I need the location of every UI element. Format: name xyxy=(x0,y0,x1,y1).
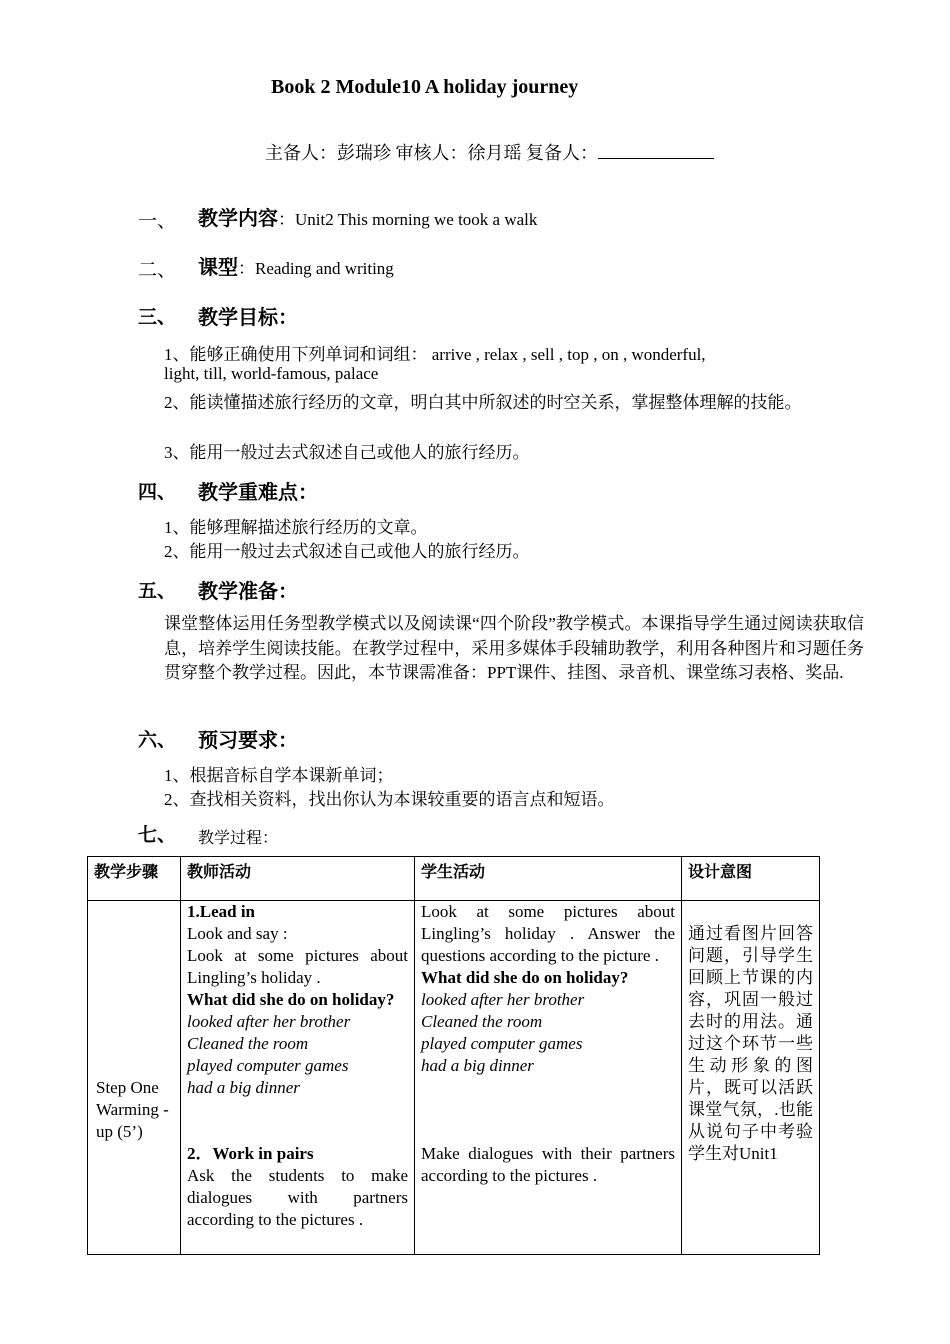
section-6-number: 六、 xyxy=(138,730,177,751)
goal-item-1: 1、能够正确使用下列单词和词组： arrive , relax , sell , top , on , wonderful, xyxy=(164,345,706,364)
section-5-label: 教学准备： xyxy=(198,581,298,603)
section-2-heading xyxy=(198,251,394,280)
section-1-value: ：Unit2 This morning we took a walk xyxy=(278,210,538,229)
key-point-1: 1、能够理解描述旅行经历的文章。 xyxy=(164,518,428,537)
intent-cell xyxy=(682,901,820,1255)
section-3-label: 教学目标： xyxy=(198,307,298,329)
teacher-answer-2: Cleaned the room xyxy=(187,1034,309,1053)
student-answer-3: played computer games xyxy=(421,1034,583,1053)
teacher-answer-3: played computer games xyxy=(187,1056,349,1075)
preparation-paragraph: 课堂整体运用任务型教学模式以及阅读课“四个阶段”教学模式。本课指导学生通过阅读获取信息，培养学生阅读技能。在教学过程中，采用多媒体手段辅助教学，利用各种图片和习题任务贯穿整个教学过程。因此，本节课需准备：PPT课件、挂图、录音机、课堂练习表格、奖品. xyxy=(164,614,864,682)
student-dialogues: Make dialogues with their partners according to the pictures . xyxy=(421,1144,675,1185)
preparers-line xyxy=(265,139,714,165)
section-5-number: 五、 xyxy=(138,581,177,602)
student-look-answer: Look at some pictures about Lingling’s holiday . Answer the questions according to the picture . xyxy=(421,902,675,965)
header-student: 学生活动 xyxy=(415,857,682,901)
goal-item-2: 2、能读懂描述旅行经历的文章，明白其中所叙述的时空关系，掌握整体理解的技能。 xyxy=(164,393,802,412)
teacher-look-pictures: Look at some pictures about Lingling’s holiday . xyxy=(187,946,408,987)
table-header-row xyxy=(88,857,820,901)
goal-item-1-cont: light, till, world-famous, palace xyxy=(164,364,379,383)
teacher-answer-1: looked after her brother xyxy=(187,1012,351,1031)
page-title: Book 2 Module10 A holiday journey xyxy=(271,76,579,98)
header-intent: 设计意图 xyxy=(682,857,820,901)
section-2-label: 课型 xyxy=(198,257,238,279)
section-2-value: ：Reading and writing xyxy=(238,259,394,278)
preview-item-2: 2、查找相关资料，找出你认为本课较重要的语言点和短语。 xyxy=(164,790,615,809)
teacher-answer-4: had a big dinner xyxy=(187,1078,300,1097)
student-cell xyxy=(415,901,682,1255)
goal-item-3: 3、能用一般过去式叙述自己或他人的旅行经历。 xyxy=(164,443,530,462)
header-step: 教学步骤 xyxy=(88,857,181,901)
preparers-text: 主备人：彭瑞珍 审核人：徐月瑶 复备人： xyxy=(265,143,598,163)
teacher-pairs-text: Ask the students to make dialogues with partners according to the pictures . xyxy=(187,1166,408,1229)
teacher-cell xyxy=(181,901,415,1255)
student-answer-4: had a big dinner xyxy=(421,1056,534,1075)
section-4-number: 四、 xyxy=(138,482,177,503)
preview-item-1: 1、根据音标自学本课新单词； xyxy=(164,766,394,785)
section-7-label: 教学过程： xyxy=(198,830,279,847)
key-point-2: 2、能用一般过去式叙述自己或他人的旅行经历。 xyxy=(164,542,530,561)
process-table xyxy=(87,856,820,1255)
step-label: Step One Warming -up (5’) xyxy=(96,1078,169,1141)
table-row xyxy=(88,901,820,1255)
reviewer-blank xyxy=(598,142,714,159)
step-cell xyxy=(88,901,181,1255)
section-7-number: 七、 xyxy=(138,825,177,846)
section-4-label: 教学重难点： xyxy=(198,482,318,504)
header-teacher: 教师活动 xyxy=(181,857,415,901)
section-6-label: 预习要求： xyxy=(198,730,298,752)
student-question: What did she do on holiday? xyxy=(421,968,629,987)
section-3-number: 三、 xyxy=(138,307,177,328)
section-1-number: 一、 xyxy=(138,211,177,232)
student-answer-2: Cleaned the room xyxy=(421,1012,543,1031)
teacher-pairs-heading: 2．Work in pairs xyxy=(187,1144,314,1163)
section-1-heading xyxy=(198,202,537,231)
design-intent-text: 通过看图片回答问题，引导学生回顾上节课的内容，巩固一般过去时的用法。通过这个环节一些生动形象的图片，既可以活跃课堂气氛，.也能从说句子中考验学生对Unit1 xyxy=(688,924,813,1163)
section-2-number: 二、 xyxy=(138,260,177,281)
teacher-lead-in-heading: 1.Lead in xyxy=(187,902,256,921)
student-answer-1: looked after her brother xyxy=(421,990,585,1009)
section-1-label: 教学内容 xyxy=(198,208,278,230)
teacher-question: What did she do on holiday? xyxy=(187,990,395,1009)
teacher-look-say: Look and say : xyxy=(187,924,288,943)
